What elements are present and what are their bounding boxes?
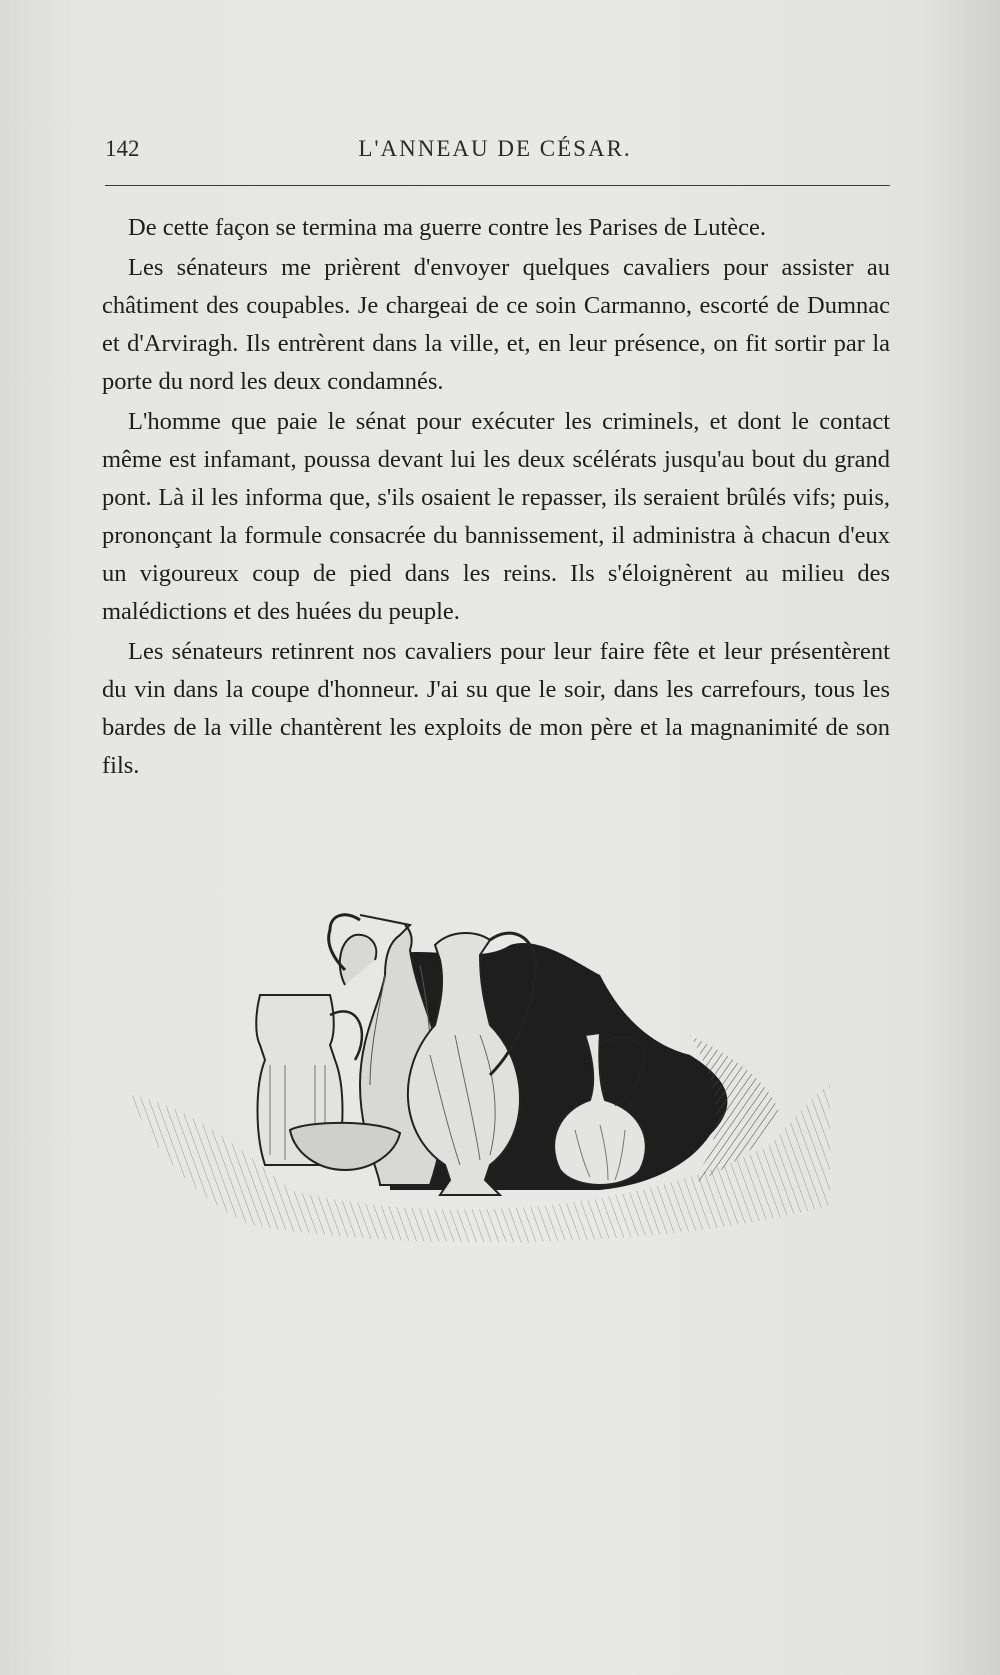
paragraph-3: L'homme que paie le sénat pour exécuter les criminels, et dont le contact même est infamant, poussa devant lui les deux scélérats jusqu'au bout du grand pont. Là il les informa que, s'ils osaient le repasser, ils seraient brûlés vifs; puis, prononçant la formule consacrée du bannissement, il administra à chacun d'eux un vigoureux coup de pied dans les reins. Ils s'éloignèrent au milieu des malédictions et des huées du peuple.: [102, 408, 890, 625]
body-text: [102, 209, 890, 785]
vessels-engraving: [130, 905, 830, 1305]
paragraph-2: Les sénateurs me prièrent d'envoyer quelques cavaliers pour assister au châtiment des coupables. Je chargeai de ce soin Carmanno, escorté de Dumnac et d'Arviragh. Ils entrèrent dans la ville, et, en leur présence, on fit sortir par la porte du nord les deux condamnés.: [102, 254, 890, 395]
paragraph-1: De cette façon se termina ma guerre contre les Parises de Lutèce.: [128, 214, 767, 241]
page-number: 142: [105, 136, 140, 161]
running-title: L'ANNEAU DE CÉSAR.: [358, 136, 632, 161]
square-flask-handle: [330, 1011, 362, 1060]
paragraph-4: Les sénateurs retinrent nos cavaliers pour leur faire fête et leur présentèrent du vin dans la coupe d'honneur. J'ai su que le soir, dans les carrefours, tous les bardes de la ville chantèrent les exploits de mon père et la magnanimité de son fils.: [102, 638, 890, 779]
running-head: [105, 136, 885, 172]
header-rule: [105, 185, 890, 186]
